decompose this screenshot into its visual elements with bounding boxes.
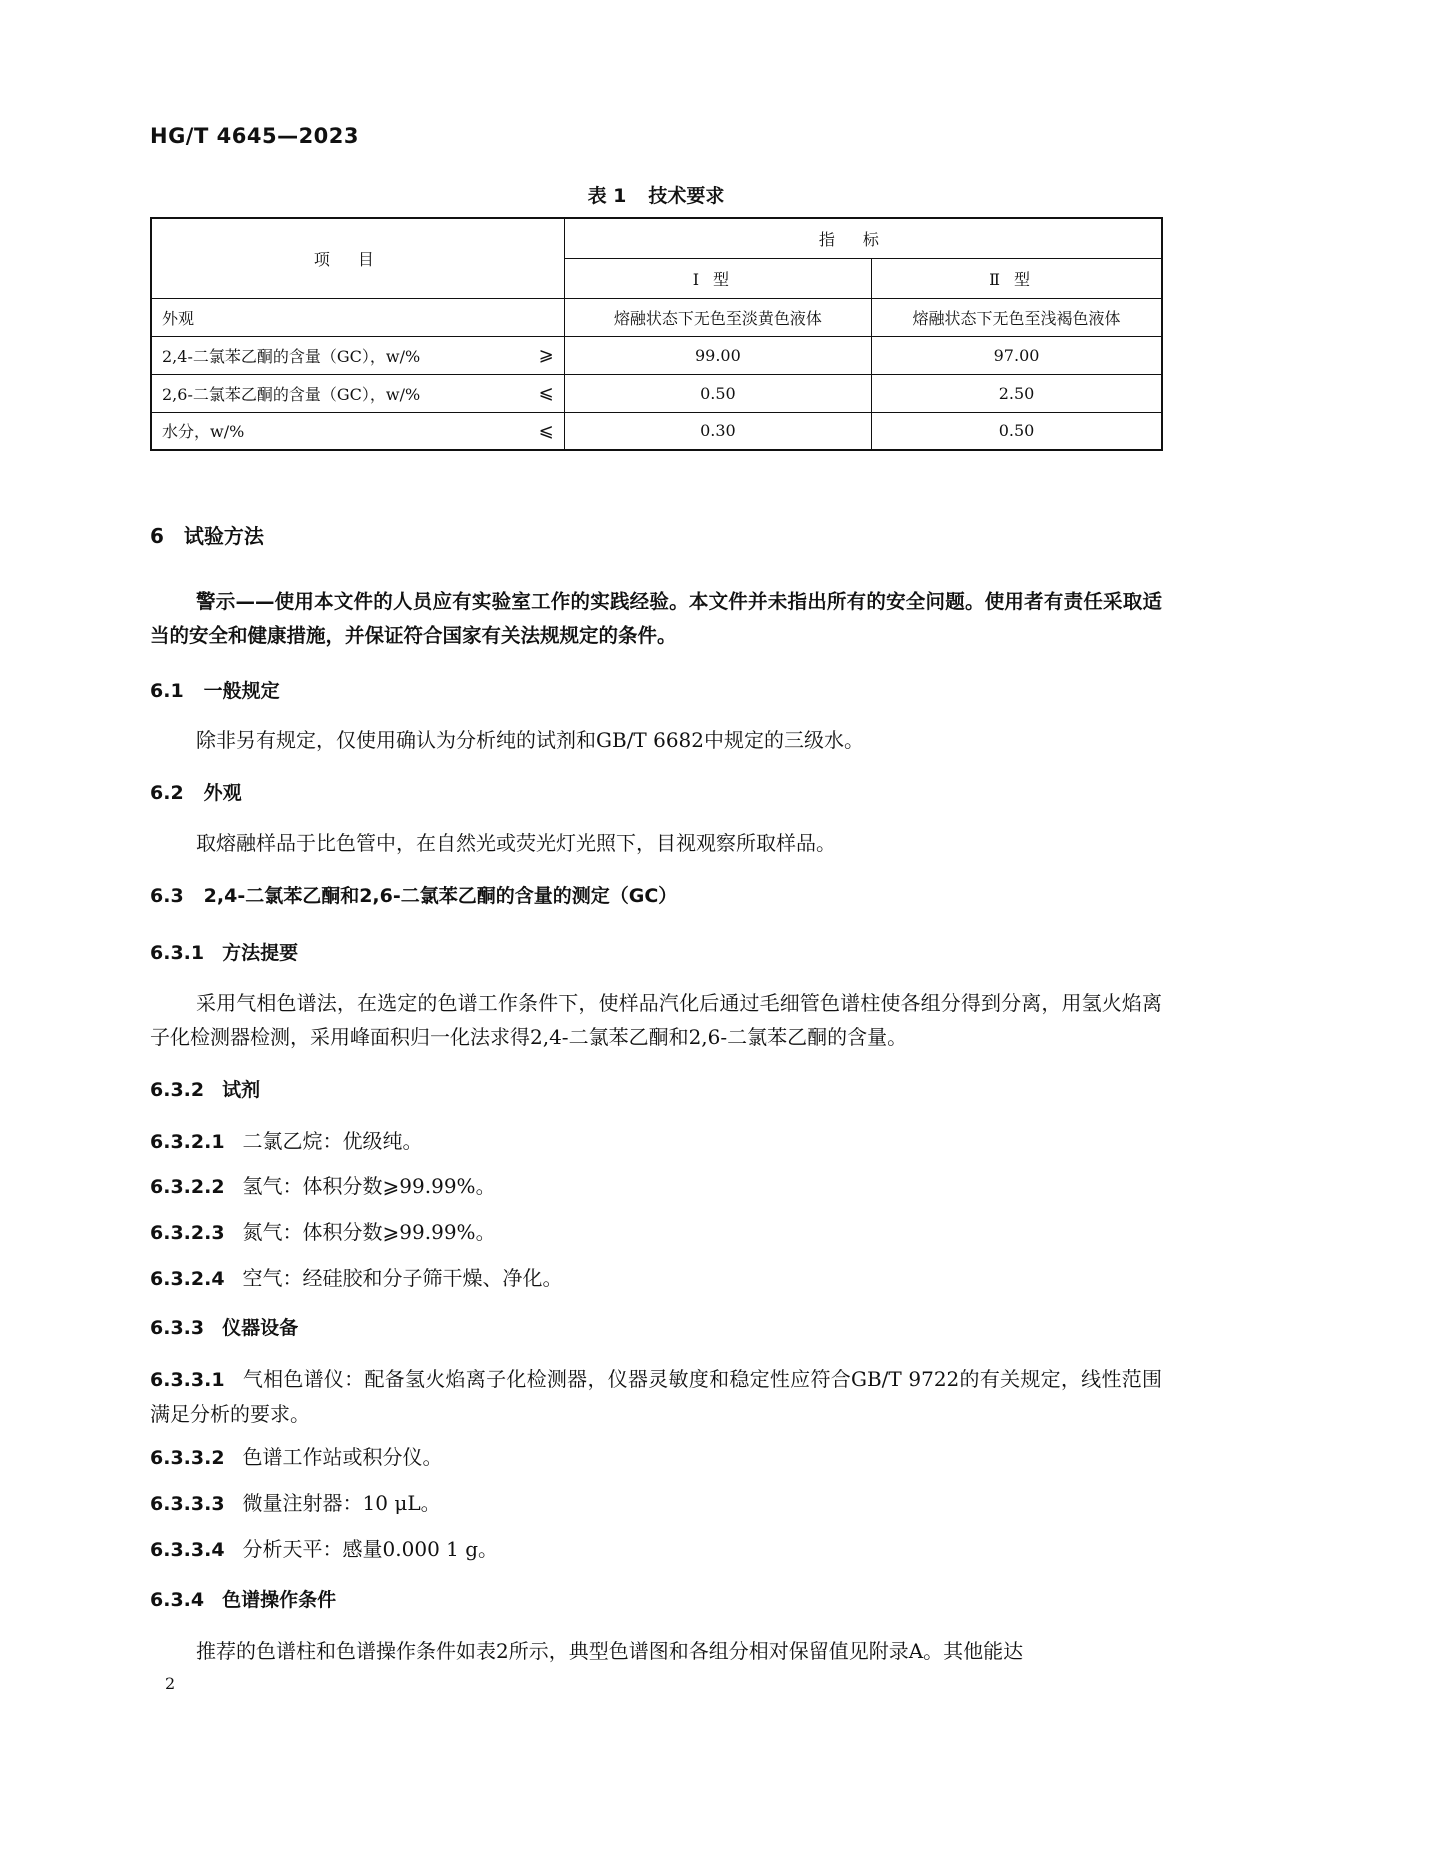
table-caption [150, 181, 1162, 208]
header-index: 指标 [564, 218, 1162, 258]
document-id-header: HG/T 4645—2023 [150, 124, 360, 148]
list-item: 6.3.3.4 分析天平：感量0.000 1 g。 [150, 1537, 499, 1561]
table-row [151, 374, 1162, 412]
section-6-2-text: 取熔融样品于比色管中，在自然光或荧光灯光照下，目视观察所取样品。 [196, 831, 836, 855]
section-6-3-1-text: 采用气相色谱法，在选定的色谱工作条件下，使样品汽化后通过毛细管色谱柱使各组分得到分离，用氢火焰离子化检测器检测，采用峰面积归一化法求得2,4-二氯苯乙酮和2,6-二氯苯乙酮的含量。 [150, 991, 1162, 1049]
row-type2-value: 2.50 [872, 374, 1162, 412]
comparison-symbol: ⩽ [538, 420, 554, 442]
section-6-3-1-heading: 6.3.1 方法提要 [150, 942, 299, 964]
row-type2-value: 熔融状态下无色至浅褐色液体 [872, 298, 1162, 336]
page-number: 2 [165, 1674, 176, 1693]
list-item: 6.3.2.2 氢气：体积分数⩾99.99%。 [150, 1174, 496, 1198]
table-caption-title: 技术要求 [648, 185, 725, 207]
row-type2-value: 0.50 [872, 412, 1162, 450]
table-header-row [151, 218, 1162, 258]
list-item: 6.3.2.4 空气：经硅胶和分子筛干燥、净化。 [150, 1266, 563, 1290]
row-type1-value: 99.00 [564, 336, 871, 374]
row-type1-value: 熔融状态下无色至淡黄色液体 [564, 298, 871, 336]
technical-requirements-table [150, 217, 1163, 451]
header-type-2: Ⅱ型 [872, 258, 1162, 298]
section-6-1-heading: 6.1 一般规定 [150, 680, 280, 702]
row-item: 2,6-二氯苯乙酮的含量（GC），w/% ⩽ [151, 374, 564, 412]
section-6-3-4-text: 推荐的色谱柱和色谱操作条件如表2所示，典型色谱图和各组分相对保留值见附录A。其他能达 [196, 1639, 1024, 1663]
row-item: 2,4-二氯苯乙酮的含量（GC），w/% ⩾ [151, 336, 564, 374]
table-row [151, 298, 1162, 336]
list-item: 6.3.2.1 二氯乙烷：优级纯。 [150, 1129, 423, 1153]
comparison-symbol: ⩽ [538, 382, 554, 404]
section-6-2-heading: 6.2 外观 [150, 782, 242, 804]
row-type1-value: 0.50 [564, 374, 871, 412]
row-item: 水分，w/% ⩽ [151, 412, 564, 450]
list-item: 6.3.2.3 氮气：体积分数⩾99.99%。 [150, 1220, 496, 1244]
table-row [151, 336, 1162, 374]
row-item: 外观 [151, 298, 564, 336]
section-6-3-4-heading: 6.3.4 色谱操作条件 [150, 1589, 337, 1611]
section-6-3-3-heading: 6.3.3 仪器设备 [150, 1317, 299, 1339]
list-item: 6.3.3.2 色谱工作站或积分仪。 [150, 1445, 443, 1469]
row-type2-value: 97.00 [872, 336, 1162, 374]
section-6-heading: 6 试验方法 [150, 524, 264, 548]
header-type-1: Ⅰ型 [564, 258, 871, 298]
table-row [151, 412, 1162, 450]
table-caption-number: 表 1 [587, 185, 627, 207]
row-type1-value: 0.30 [564, 412, 871, 450]
warning-paragraph: 警示——使用本文件的人员应有实验室工作的实践经验。本文件并未指出所有的安全问题。使用者有责任采取适当的安全和健康措施，并保证符合国家有关法规规定的条件。 [150, 590, 1162, 647]
comparison-symbol: ⩾ [538, 344, 554, 366]
list-item: 6.3.3.1 气相色谱仪：配备氢火焰离子化检测器，仪器灵敏度和稳定性应符合GB/T 9722的有关规定，线性范围满足分析的要求。 [150, 1367, 1162, 1426]
section-6-3-heading: 6.3 2,4-二氯苯乙酮和2,6-二氯苯乙酮的含量的测定（GC） [150, 885, 678, 907]
section-6-1-text: 除非另有规定，仅使用确认为分析纯的试剂和GB/T 6682中规定的三级水。 [196, 728, 865, 752]
header-item: 项目 [151, 218, 564, 298]
list-item: 6.3.3.3 微量注射器：10 μL。 [150, 1491, 441, 1515]
section-6-3-2-heading: 6.3.2 试剂 [150, 1079, 261, 1101]
